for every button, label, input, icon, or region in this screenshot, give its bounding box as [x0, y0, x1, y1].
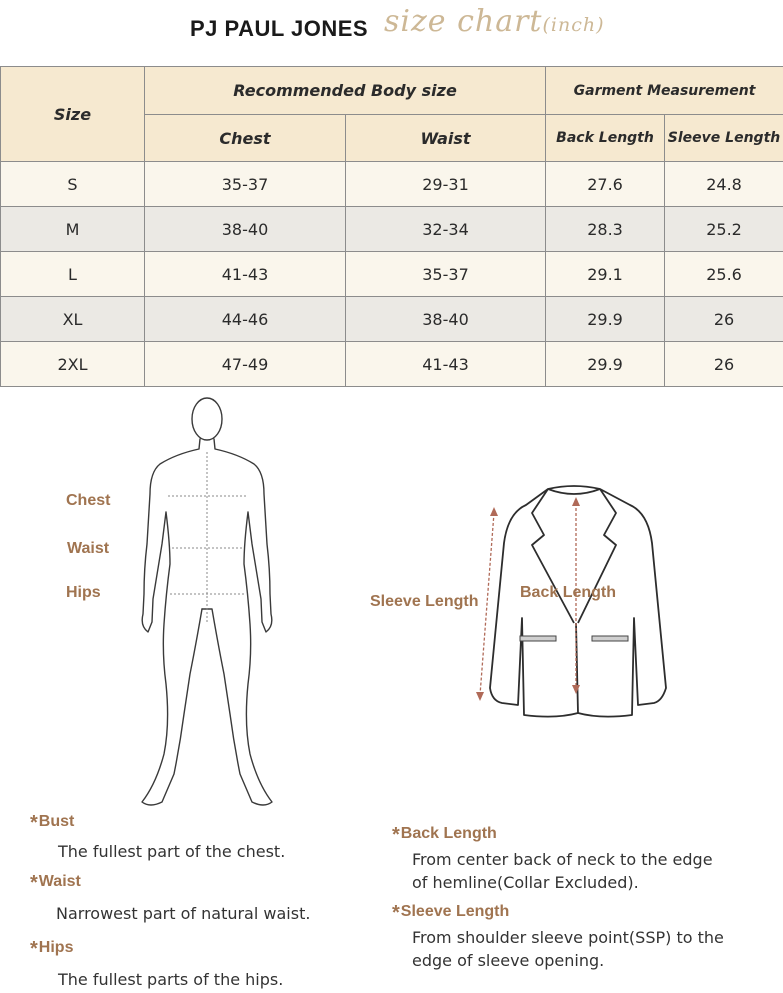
unit-label: (inch): [542, 14, 605, 36]
hips-label: Hips: [66, 584, 101, 601]
brand-name: PJ PAUL JONES: [190, 16, 369, 41]
table-row: [1, 297, 783, 342]
chest-header: Chest: [145, 115, 346, 162]
size-cell: M: [1, 207, 145, 252]
size-table: [0, 66, 783, 387]
sleeve-length-cell: 24.8: [665, 162, 783, 207]
figures: [0, 388, 783, 808]
table-row: [1, 207, 783, 252]
sleeve-length-cell: 26: [665, 342, 783, 387]
waist-cell: 32-34: [346, 207, 546, 252]
waist-definition-title: *Waist: [30, 872, 81, 894]
hips-definition-title: *Hips: [30, 938, 74, 960]
asterisk-icon: *: [30, 872, 38, 894]
chest-cell: 35-37: [145, 162, 346, 207]
body-size-group-header: Recommended Body size: [145, 67, 546, 115]
size-cell: S: [1, 162, 145, 207]
back-length-cell: 27.6: [546, 162, 665, 207]
asterisk-icon: *: [392, 902, 400, 924]
table-row: [1, 162, 783, 207]
table-row: [1, 252, 783, 297]
asterisk-icon: *: [30, 938, 38, 960]
chest-cell: 44-46: [145, 297, 346, 342]
back-length-header: Back Length: [546, 115, 665, 162]
hips-definition-text: The fullest parts of the hips.: [58, 970, 284, 989]
chest-cell: 38-40: [145, 207, 346, 252]
waist-cell: 29-31: [346, 162, 546, 207]
back-length-label: Back Length: [520, 584, 617, 601]
waist-cell: 35-37: [346, 252, 546, 297]
back-length-definition-title: *Back Length: [392, 824, 497, 846]
back-length-cell: 29.9: [546, 342, 665, 387]
back-length-cell: 29.9: [546, 297, 665, 342]
size-chart-title: [384, 4, 605, 39]
size-cell: XL: [1, 297, 145, 342]
waist-cell: 41-43: [346, 342, 546, 387]
sleeve-length-definition-text: From shoulder sleeve point(SSP) to the edge of sleeve opening.: [412, 928, 724, 970]
size-header: Size: [1, 67, 145, 162]
table-row: [1, 342, 783, 387]
body-silhouette-icon: [130, 394, 290, 814]
size-chart-script: size chart: [384, 4, 543, 39]
definitions: [0, 808, 783, 993]
waist-definition-text: Narrowest part of natural waist.: [56, 904, 311, 923]
waist-label: Waist: [67, 540, 110, 557]
back-length-cell: 28.3: [546, 207, 665, 252]
chest-label: Chest: [66, 492, 111, 509]
bust-definition-text: The fullest part of the chest.: [58, 842, 286, 861]
chest-cell: 47-49: [145, 342, 346, 387]
sleeve-length-cell: 26: [665, 297, 783, 342]
header: [0, 0, 783, 66]
sleeve-length-cell: 25.2: [665, 207, 783, 252]
sleeve-length-header: Sleeve Length: [665, 115, 783, 162]
size-cell: L: [1, 252, 145, 297]
waist-header: Waist: [346, 115, 546, 162]
back-length-definition-text: From center back of neck to the edge of hemline(Collar Excluded).: [412, 850, 713, 892]
jacket-icon: [470, 483, 675, 723]
sleeve-length-definition-title: *Sleeve Length: [392, 902, 510, 924]
asterisk-icon: *: [30, 812, 38, 834]
sleeve-length-cell: 25.6: [665, 252, 783, 297]
back-length-cell: 29.1: [546, 252, 665, 297]
waist-cell: 38-40: [346, 297, 546, 342]
sleeve-length-label: Sleeve Length: [370, 593, 479, 610]
asterisk-icon: *: [392, 824, 400, 846]
bust-definition-title: *Bust: [30, 812, 75, 834]
garment-group-header: Garment Measurement: [546, 67, 783, 115]
size-cell: 2XL: [1, 342, 145, 387]
chest-cell: 41-43: [145, 252, 346, 297]
